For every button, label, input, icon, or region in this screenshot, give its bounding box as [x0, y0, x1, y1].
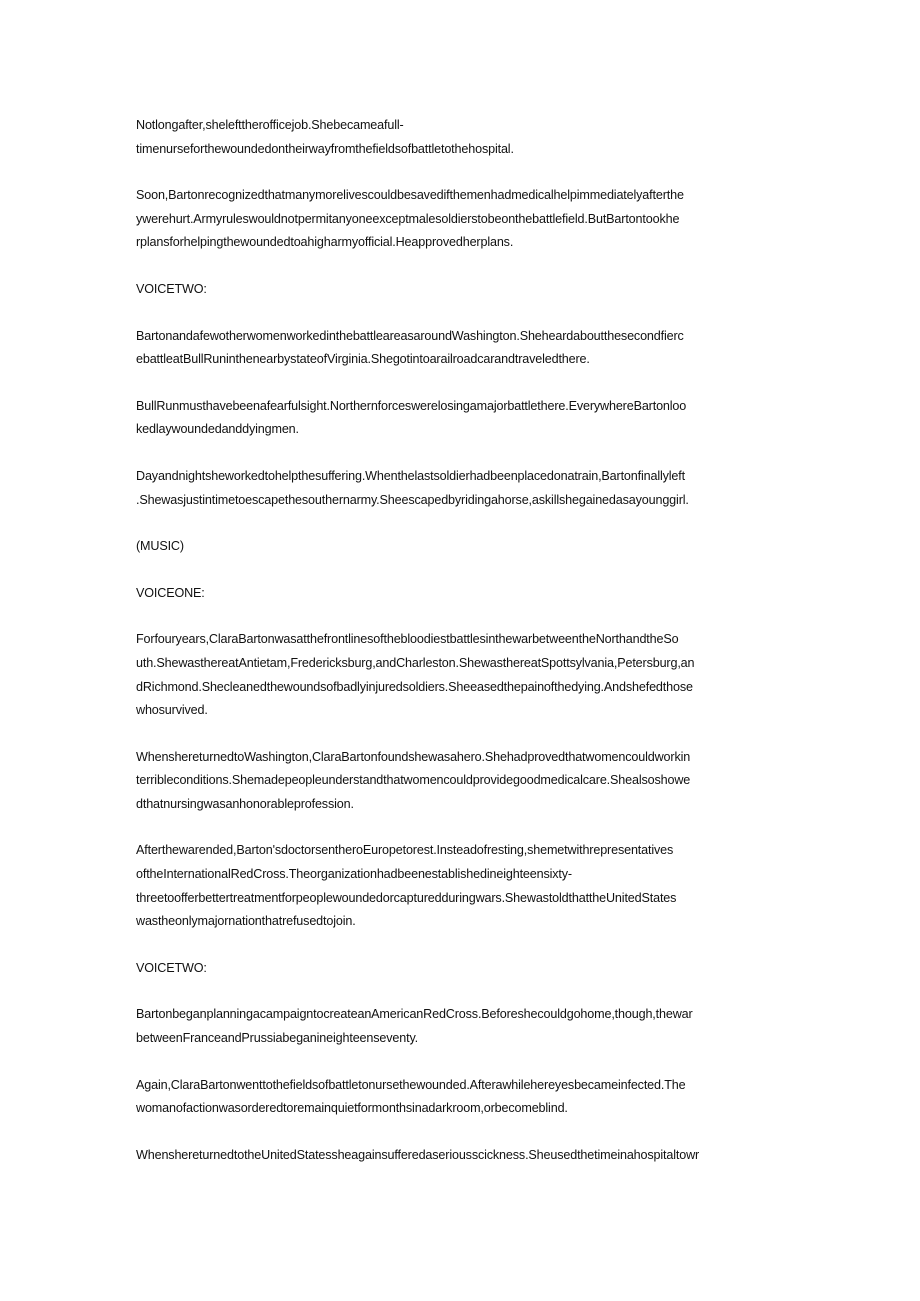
text-line: womanofactionwasorderedtoremainquietformonthsinadarkroom,orbecomeblind. [136, 1101, 568, 1116]
paragraph [136, 395, 786, 442]
text-line: timenurseforthewoundedontheirwayfromthefieldsofbattletothehospital. [136, 141, 514, 156]
paragraph [136, 628, 786, 722]
paragraph [136, 325, 786, 372]
speaker-label [136, 582, 786, 606]
text-line: rplansforhelpingthewoundedtoahigharmyofficial.Heapprovedherplans. [136, 235, 514, 250]
text-line: BartonandafewotherwomenworkedinthebattleareasaroundWashington.Sheheardaboutthesecondfierc [136, 328, 684, 343]
text-line: Notlongafter,shelefttherofficejob.Shebecameafull- [136, 118, 404, 132]
speaker-label [136, 957, 786, 981]
text-line: Again,ClaraBartonwenttothefieldsofbattletonursethewounded.Afterawhilehereyesbecameinfected.The [136, 1077, 686, 1092]
paragraph [136, 184, 786, 255]
text-line: Afterthewarended,Barton'sdoctorsentheroEuropetorest.Insteadofresting,shemetwithrepresentatives [136, 843, 674, 858]
text-line: Soon,Bartonrecognizedthatmanymorelivescouldbesavedifthemenhadmedicalhelpimmediatelyafterthe [136, 188, 684, 203]
text-line: dthatnursingwasanhonorableprofession. [136, 796, 354, 811]
text-line: dRichmond.Shecleanedthewoundsofbadlyinjuredsoldiers.Sheeasedthepainofthedying.Andshefedthose [136, 679, 693, 694]
text-line: ebattleatBullRuninthenearbystateofVirginia.Shegotintoarailroadcarandtraveledthere. [136, 352, 590, 367]
text-line: (MUSIC) [136, 539, 184, 554]
text-line: kedlaywoundedanddyingmen. [136, 422, 299, 437]
text-line: oftheInternationalRedCross.Theorganizationhadbeenestablishedineighteensixty- [136, 867, 572, 882]
paragraph [136, 839, 786, 933]
text-line: wastheonlymajornationthatrefusedtojoin. [136, 914, 356, 929]
text-line: VOICETWO: [136, 960, 207, 975]
paragraph [136, 746, 786, 817]
text-line: whosurvived. [136, 703, 208, 718]
text-line: uth.ShewasthereatAntietam,Fredericksburg,andCharleston.ShewasthereatSpottsylvania,Petersburg,an [136, 655, 695, 670]
text-line: VOICETWO: [136, 281, 207, 296]
document-body [136, 114, 786, 1190]
text-line: BullRunmusthavebeenafearfulsight.Northernforceswerelosingamajorbattlethere.EverywhereBartonloo [136, 398, 687, 413]
speaker-label [136, 278, 786, 302]
text-line: threetoofferbettertreatmentforpeoplewoundedorcapturedduringwars.ShewastoldthattheUnitedStates [136, 890, 677, 905]
paragraph [136, 1003, 786, 1050]
paragraph [136, 114, 786, 161]
text-line: betweenFranceandPrussiabeganineighteenseventy. [136, 1031, 419, 1046]
text-line: Dayandnightsheworkedtohelpthesuffering.Whenthelastsoldierhadbeenplacedonatrain,Bartonfinallyleft [136, 468, 685, 483]
text-line: .Shewasjustintimetoescapethesouthernarmy.Sheescapedbyridingahorse,askillshegainedasayounggirl. [136, 492, 689, 507]
text-line: WhenshereturnedtoWashington,ClaraBartonfoundshewasahero.Shehadprovedthatwomencouldworkin [136, 749, 691, 764]
paragraph [136, 1144, 786, 1168]
text-line: VOICEONE: [136, 585, 205, 600]
text-line: terribleconditions.Shemadepeopleunderstandthatwomencouldprovidegoodmedicalcare.Shealsoshowe [136, 773, 691, 788]
text-line: BartonbeganplanningacampaigntocreateanAmericanRedCross.Beforeshecouldgohome,though,thewar [136, 1007, 693, 1022]
text-line: Forfouryears,ClaraBartonwasatthefrontlinesofthebloodiestbattlesinthewarbetweentheNorthandtheSo [136, 632, 679, 647]
paragraph [136, 1074, 786, 1121]
text-line: ywerehurt.Armyruleswouldnotpermitanyoneexceptmalesoldierstobeonthebattlefield.ButBartontookhe [136, 211, 680, 226]
paragraph [136, 465, 786, 512]
text-line: WhenshereturnedtotheUnitedStatessheagainsufferedaseriousscickness.Sheusedthetimeinahospitaltowr [136, 1147, 700, 1162]
music-cue [136, 535, 786, 559]
